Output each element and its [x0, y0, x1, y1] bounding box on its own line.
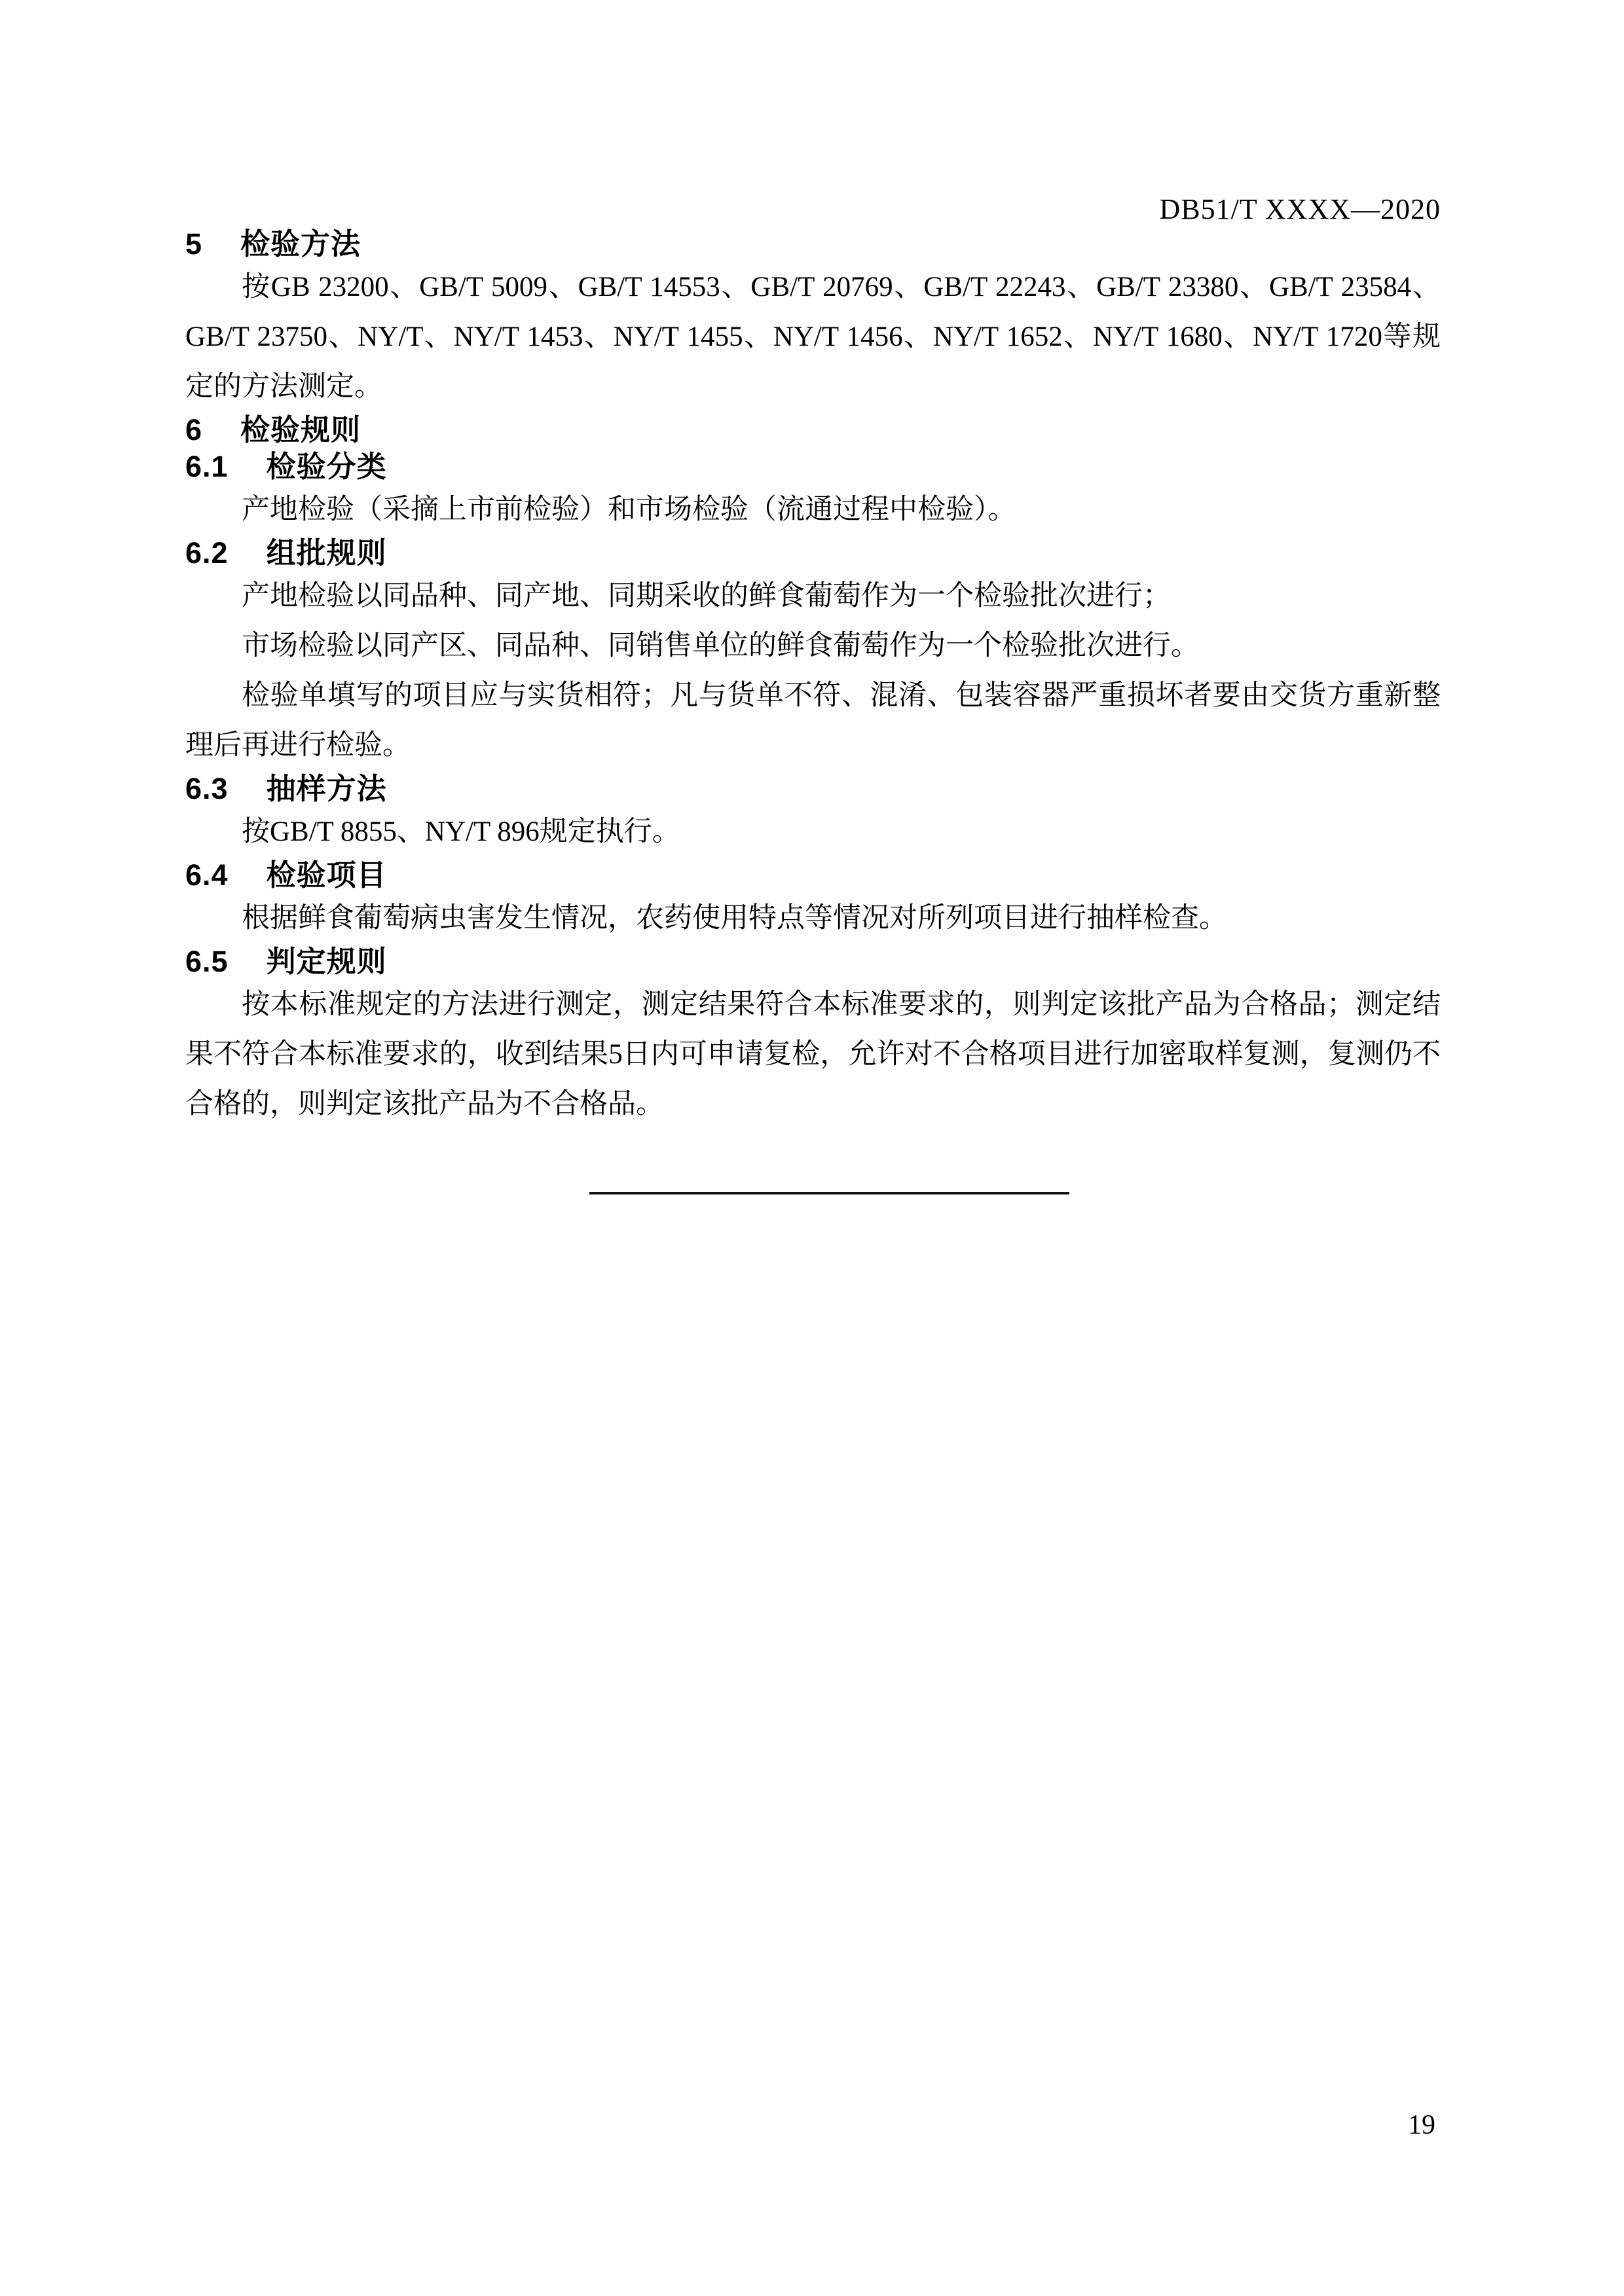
section-number: 6.1 — [185, 450, 229, 483]
doc-code: DB51/T XXXX—2020 — [1159, 193, 1441, 225]
page-number: 19 — [1408, 2110, 1435, 2140]
paragraph-inspection-classes: 产地检验（采摘上市前检验）和市场检验（流通过程中检验）。 — [242, 494, 1016, 525]
paragraph-inspection-items: 根据鲜食葡萄病虫害发生情况，农药使用特点等情况对所列项目进行抽样检查。 — [242, 903, 1227, 934]
end-of-document-rule — [589, 1192, 1069, 1195]
section-title: 检验分类 — [266, 450, 387, 483]
section-heading-5 — [185, 226, 1441, 263]
section-heading-6 — [185, 412, 1441, 448]
paragraph-batch-rule-market: 市场检验以同产区、同品种、同销售单位的鲜食葡萄作为一个检验批次进行。 — [242, 630, 1199, 661]
section-title: 抽样方法 — [266, 772, 387, 805]
section-heading-6-2 — [185, 535, 1441, 572]
paragraph-batch-rule-origin: 产地检验以同品种、同产地、同期采收的鲜食葡萄作为一个检验批次进行； — [242, 581, 1171, 611]
section-heading-6-3 — [185, 771, 1441, 807]
paragraph-test-methods: 按GB 23200、GB/T 5009、GB/T 14553、GB/T 20769、GB/T 22243、GB/T 23380、GB/T 23584、GB/T 23750、NY/T、NY/T 1453、NY/T 1455、NY/T 1456、NY/T 1652、NY/T 1680、NY/T 1720等规定的方法测定。 — [185, 272, 1441, 402]
section-heading-6-5 — [185, 943, 1441, 980]
section-number: 6.4 — [185, 858, 229, 892]
paragraph-sampling-method: 按GB/T 8855、NY/T 896规定执行。 — [242, 816, 680, 847]
paragraph-batch-rule-form: 检验单填写的项目应与实货相符；凡与货单不符、混淆、包装容器严重损坏者要由交货方重新整理后再进行检验。 — [185, 680, 1441, 761]
section-number: 6 — [185, 413, 203, 446]
section-number: 6.2 — [185, 536, 229, 570]
section-number: 6.5 — [185, 945, 229, 978]
section-heading-6-4 — [185, 857, 1441, 894]
section-number: 6.3 — [185, 772, 229, 805]
section-number: 5 — [185, 227, 203, 261]
paragraph-judgement-rule: 按本标准规定的方法进行测定，测定结果符合本标准要求的，则判定该批产品为合格品；测定结果不符合本标准要求的，收到结果5日内可申请复检，允许对不合格项目进行加密取样复测，复测仍不合格的，则判定该批产品为不合格品。 — [185, 989, 1441, 1120]
section-title: 检验规则 — [240, 413, 361, 446]
section-title: 检验方法 — [240, 227, 361, 261]
section-heading-6-1 — [185, 448, 1441, 485]
section-title: 检验项目 — [266, 858, 387, 892]
section-title: 组批规则 — [266, 536, 387, 570]
section-title: 判定规则 — [266, 945, 387, 978]
page-header — [185, 193, 1441, 226]
